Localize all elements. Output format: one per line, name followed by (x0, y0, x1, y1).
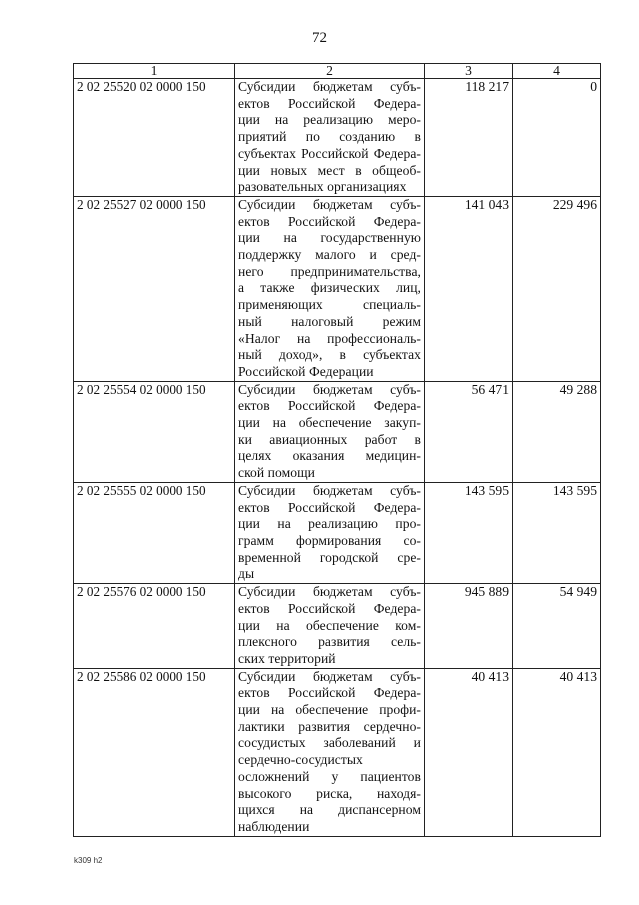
table-row (74, 381, 601, 482)
income-name-line: разовательных организациях (238, 179, 407, 195)
income-name-line: Субсидии бюджетам субъ- (238, 668, 421, 684)
amount-col-3-cell: 56 471 (425, 381, 513, 482)
income-name-line: грамм формирования со- (238, 532, 421, 548)
budget-table (73, 63, 601, 837)
table-body (74, 79, 601, 837)
income-name-line: ектов Российской Федера- (238, 600, 421, 616)
income-name-line: щихся на диспансерном (238, 802, 421, 818)
footer-code: k309 h2 (74, 856, 103, 865)
income-name-line: субъектах Российской Федера- (238, 145, 421, 161)
income-code-cell: 2 02 25527 02 0000 150 (74, 196, 235, 381)
income-name-cell (235, 79, 425, 197)
income-name-line: Субсидии бюджетам субъ- (238, 196, 421, 212)
amount-col-3-cell: 945 889 (425, 584, 513, 669)
header-col-2: 2 (235, 64, 425, 79)
header-col-1: 1 (74, 64, 235, 79)
income-name-line: ектов Российской Федера- (238, 499, 421, 515)
income-code-cell: 2 02 25555 02 0000 150 (74, 482, 235, 583)
income-name-line: ции на обеспечение профи- (238, 702, 421, 718)
income-name-cell (235, 482, 425, 583)
income-name-line: ции на государственную (238, 230, 421, 246)
income-name-line: высокого риска, находя- (238, 785, 421, 801)
income-name-line: приятий по созданию в (238, 129, 421, 145)
income-name-cell (235, 668, 425, 836)
income-name-line: ции на реализацию меро- (238, 112, 421, 128)
income-name-line: ный доход», в субъектах (238, 347, 421, 363)
header-col-3: 3 (425, 64, 513, 79)
amount-col-4-cell: 40 413 (513, 668, 601, 836)
income-name-line: ектов Российской Федера- (238, 95, 421, 111)
income-name-line: него предпринимательства, (238, 263, 421, 279)
income-name-line: целях оказания медицин- (238, 448, 421, 464)
income-name-line: поддержку малого и сред- (238, 247, 421, 263)
income-name-line: ции новых мест в общеоб- (238, 162, 421, 178)
income-name-line: плексного развития сель- (238, 634, 421, 650)
page-number: 72 (312, 30, 327, 46)
income-name-line: Субсидии бюджетам субъ- (238, 482, 421, 498)
income-name-line: Российской Федерации (238, 363, 374, 379)
income-name-line: ный налоговый режим (238, 313, 421, 329)
income-code-cell: 2 02 25576 02 0000 150 (74, 584, 235, 669)
income-name-line: сердечно-сосудистых (238, 752, 363, 768)
income-name-line: применяющих специаль- (238, 297, 421, 313)
income-name-line: ских территорий (238, 650, 336, 666)
income-name-line: осложнений у пациентов (238, 768, 421, 784)
income-name-line: а также физических лиц, (238, 280, 421, 296)
income-name-line: ки авиационных работ в (238, 431, 421, 447)
income-name-cell (235, 381, 425, 482)
income-name-line: Субсидии бюджетам субъ- (238, 381, 421, 397)
income-name-line: сосудистых заболеваний и (238, 735, 421, 751)
income-name-line: Субсидии бюджетам субъ- (238, 584, 421, 600)
table-row (74, 79, 601, 197)
income-name-line: ектов Российской Федера- (238, 398, 421, 414)
income-code-cell: 2 02 25554 02 0000 150 (74, 381, 235, 482)
income-name-cell (235, 196, 425, 381)
table-row (74, 196, 601, 381)
income-name-cell (235, 584, 425, 669)
income-name-line: ции на обеспечение закуп- (238, 415, 421, 431)
table-row (74, 584, 601, 669)
income-code-cell: 2 02 25520 02 0000 150 (74, 79, 235, 197)
header-row (74, 64, 601, 79)
income-name-line: ции на реализацию про- (238, 516, 421, 532)
amount-col-3-cell: 141 043 (425, 196, 513, 381)
amount-col-4-cell: 143 595 (513, 482, 601, 583)
table-row (74, 482, 601, 583)
income-name-line: ектов Российской Федера- (238, 685, 421, 701)
amount-col-4-cell: 49 288 (513, 381, 601, 482)
income-name-line: ции на обеспечение ком- (238, 617, 421, 633)
income-name-line: временной городской сре- (238, 549, 421, 565)
amount-col-4-cell: 54 949 (513, 584, 601, 669)
amount-col-4-cell: 229 496 (513, 196, 601, 381)
income-name-line: ектов Российской Федера- (238, 213, 421, 229)
amount-col-3-cell: 143 595 (425, 482, 513, 583)
income-name-line: наблюдении (238, 818, 310, 834)
income-name-line: ды (238, 566, 255, 582)
income-name-line: «Налог на профессиональ- (238, 330, 421, 346)
income-name-line: ской помощи (238, 465, 315, 481)
income-name-line: Субсидии бюджетам субъ- (238, 79, 421, 94)
income-name-line: лактики развития сердечно- (238, 718, 421, 734)
amount-col-4-cell: 0 (513, 79, 601, 197)
table-row (74, 668, 601, 836)
amount-col-3-cell: 118 217 (425, 79, 513, 197)
header-col-4: 4 (513, 64, 601, 79)
income-code-cell: 2 02 25586 02 0000 150 (74, 668, 235, 836)
amount-col-3-cell: 40 413 (425, 668, 513, 836)
